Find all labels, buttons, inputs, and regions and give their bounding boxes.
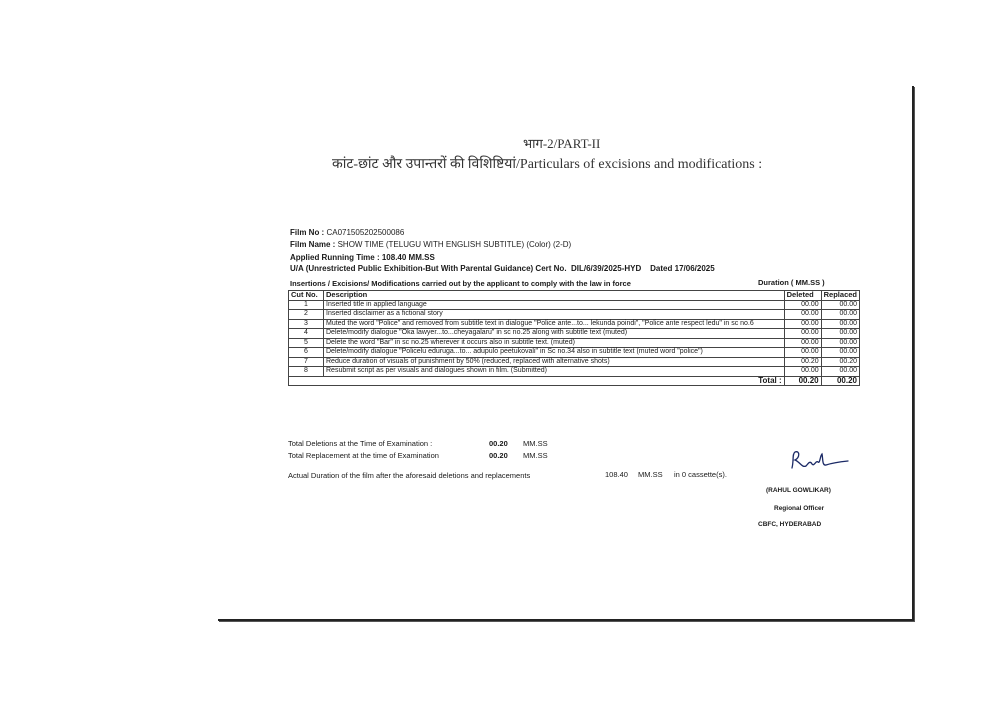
total-replacement-label: Total Replacement at the time of Examination bbox=[288, 451, 439, 460]
excisions-table bbox=[288, 290, 860, 386]
cut-replaced: 00.00 bbox=[821, 329, 859, 339]
signature bbox=[786, 446, 856, 476]
table-caption: Insertions / Excisions/ Modifications carried out by the applicant to comply with the law in force bbox=[290, 279, 631, 288]
cut-replaced: 00.00 bbox=[821, 310, 859, 320]
cut-replaced: 00.00 bbox=[821, 367, 859, 377]
cut-replaced: 00.20 bbox=[821, 357, 859, 367]
cut-replaced: 00.00 bbox=[821, 300, 859, 310]
cut-replaced: 00.00 bbox=[821, 338, 859, 348]
table-row bbox=[289, 357, 860, 367]
cut-description: Resubmit script as per visuals and dialogues shown in film. (Submitted) bbox=[324, 367, 785, 377]
film-name-line bbox=[290, 240, 571, 249]
table-row bbox=[289, 329, 860, 339]
cut-deleted: 00.00 bbox=[784, 300, 821, 310]
total-deleted: 00.20 bbox=[784, 376, 821, 386]
cert-no: DIL/6/39/2025-HYD bbox=[571, 264, 642, 273]
table-header-row bbox=[289, 291, 860, 301]
cert-description: U/A (Unrestricted Public Exhibition-But With Parental Guidance) Cert No. bbox=[290, 264, 567, 273]
cut-description: Inserted title in applied language bbox=[324, 300, 785, 310]
cut-deleted: 00.00 bbox=[784, 319, 821, 329]
cut-description: Delete/modify dialogue "Policelu eduruga...to... adupulo peetukovali" in Sc no.34 also in subtitle text (muted word "police") bbox=[324, 348, 785, 358]
cut-no: 3 bbox=[289, 319, 324, 329]
cut-description: Delete the word "Bar" in sc no.25 wherever it occurs also in subtitle text. (muted) bbox=[324, 338, 785, 348]
actual-duration-unit: MM.SS bbox=[638, 470, 663, 479]
film-name-label: Film Name : bbox=[290, 240, 336, 249]
cut-description: Muted the word "Police" and removed from subtitle text in dialogue "Police ante...to... lekunda poindi", "Police ante respect ledu" in sc no.6 bbox=[324, 319, 785, 329]
film-no-value: CA071505202500086 bbox=[326, 228, 405, 237]
cut-no: 5 bbox=[289, 338, 324, 348]
table-row bbox=[289, 338, 860, 348]
cut-no: 1 bbox=[289, 300, 324, 310]
cut-no: 4 bbox=[289, 329, 324, 339]
cut-deleted: 00.00 bbox=[784, 310, 821, 320]
cut-no: 8 bbox=[289, 367, 324, 377]
total-deletions-value: 00.20 bbox=[489, 439, 508, 448]
cut-description: Delete/modify dialogue "Oka lawyer...to...cheyagalaru" in sc no.25 along with subtitle text (muted) bbox=[324, 329, 785, 339]
table-row bbox=[289, 319, 860, 329]
total-deletions-unit: MM.SS bbox=[523, 439, 548, 448]
col-description: Description bbox=[324, 291, 785, 301]
total-replacement-unit: MM.SS bbox=[523, 451, 548, 460]
col-replaced: Replaced bbox=[821, 291, 859, 301]
dated-value: 17/06/2025 bbox=[674, 264, 715, 273]
actual-duration-value: 108.40 bbox=[605, 470, 628, 479]
duration-caption: Duration ( MM.SS ) bbox=[758, 278, 825, 287]
cert-line bbox=[290, 264, 715, 273]
running-time-label: Applied Running Time : bbox=[290, 253, 380, 262]
cut-no: 7 bbox=[289, 357, 324, 367]
table-row bbox=[289, 367, 860, 377]
cut-replaced: 00.00 bbox=[821, 319, 859, 329]
total-replacement-value: 00.20 bbox=[489, 451, 508, 460]
cut-description: Reduce duration of visuals of punishment by 50% (reduced, replaced with alternative shots) bbox=[324, 357, 785, 367]
table-row bbox=[289, 300, 860, 310]
table-row bbox=[289, 310, 860, 320]
cassette-text: in 0 cassette(s). bbox=[674, 470, 727, 479]
actual-duration-label: Actual Duration of the film after the aforesaid deletions and replacements bbox=[288, 471, 531, 480]
officer-name: (RAHUL GOWLIKAR) bbox=[766, 487, 831, 494]
cut-deleted: 00.00 bbox=[784, 367, 821, 377]
cut-no: 2 bbox=[289, 310, 324, 320]
running-time-line bbox=[290, 253, 435, 262]
col-deleted: Deleted bbox=[784, 291, 821, 301]
cut-no: 6 bbox=[289, 348, 324, 358]
section-heading: कांट-छांट और उपान्तरों की विशिष्टियां/Particulars of excisions and modifications : bbox=[332, 157, 763, 172]
cut-replaced: 00.00 bbox=[821, 348, 859, 358]
part-heading: भाग-2/PART-II bbox=[523, 136, 601, 151]
col-cut-no: Cut No. bbox=[289, 291, 324, 301]
cut-deleted: 00.20 bbox=[784, 357, 821, 367]
cut-deleted: 00.00 bbox=[784, 338, 821, 348]
certificate-page bbox=[218, 86, 914, 621]
table-row bbox=[289, 348, 860, 358]
total-deletions-label: Total Deletions at the Time of Examination : bbox=[288, 439, 433, 448]
cut-deleted: 00.00 bbox=[784, 348, 821, 358]
dated-label: Dated bbox=[650, 264, 673, 273]
officer-office: CBFC, HYDERABAD bbox=[758, 521, 822, 528]
cut-deleted: 00.00 bbox=[784, 329, 821, 339]
table-total-row bbox=[289, 376, 860, 386]
film-no-line bbox=[290, 228, 404, 237]
running-time-value: 108.40 MM.SS bbox=[381, 253, 435, 262]
officer-designation: Regional Officer bbox=[774, 505, 825, 512]
total-replaced: 00.20 bbox=[821, 376, 859, 386]
film-name-value: SHOW TIME (TELUGU WITH ENGLISH SUBTITLE) (Color) (2-D) bbox=[337, 240, 572, 249]
total-label: Total : bbox=[289, 376, 785, 386]
film-no-label: Film No : bbox=[290, 228, 325, 237]
cut-description: Inserted disclaimer as a fictional story bbox=[324, 310, 785, 320]
